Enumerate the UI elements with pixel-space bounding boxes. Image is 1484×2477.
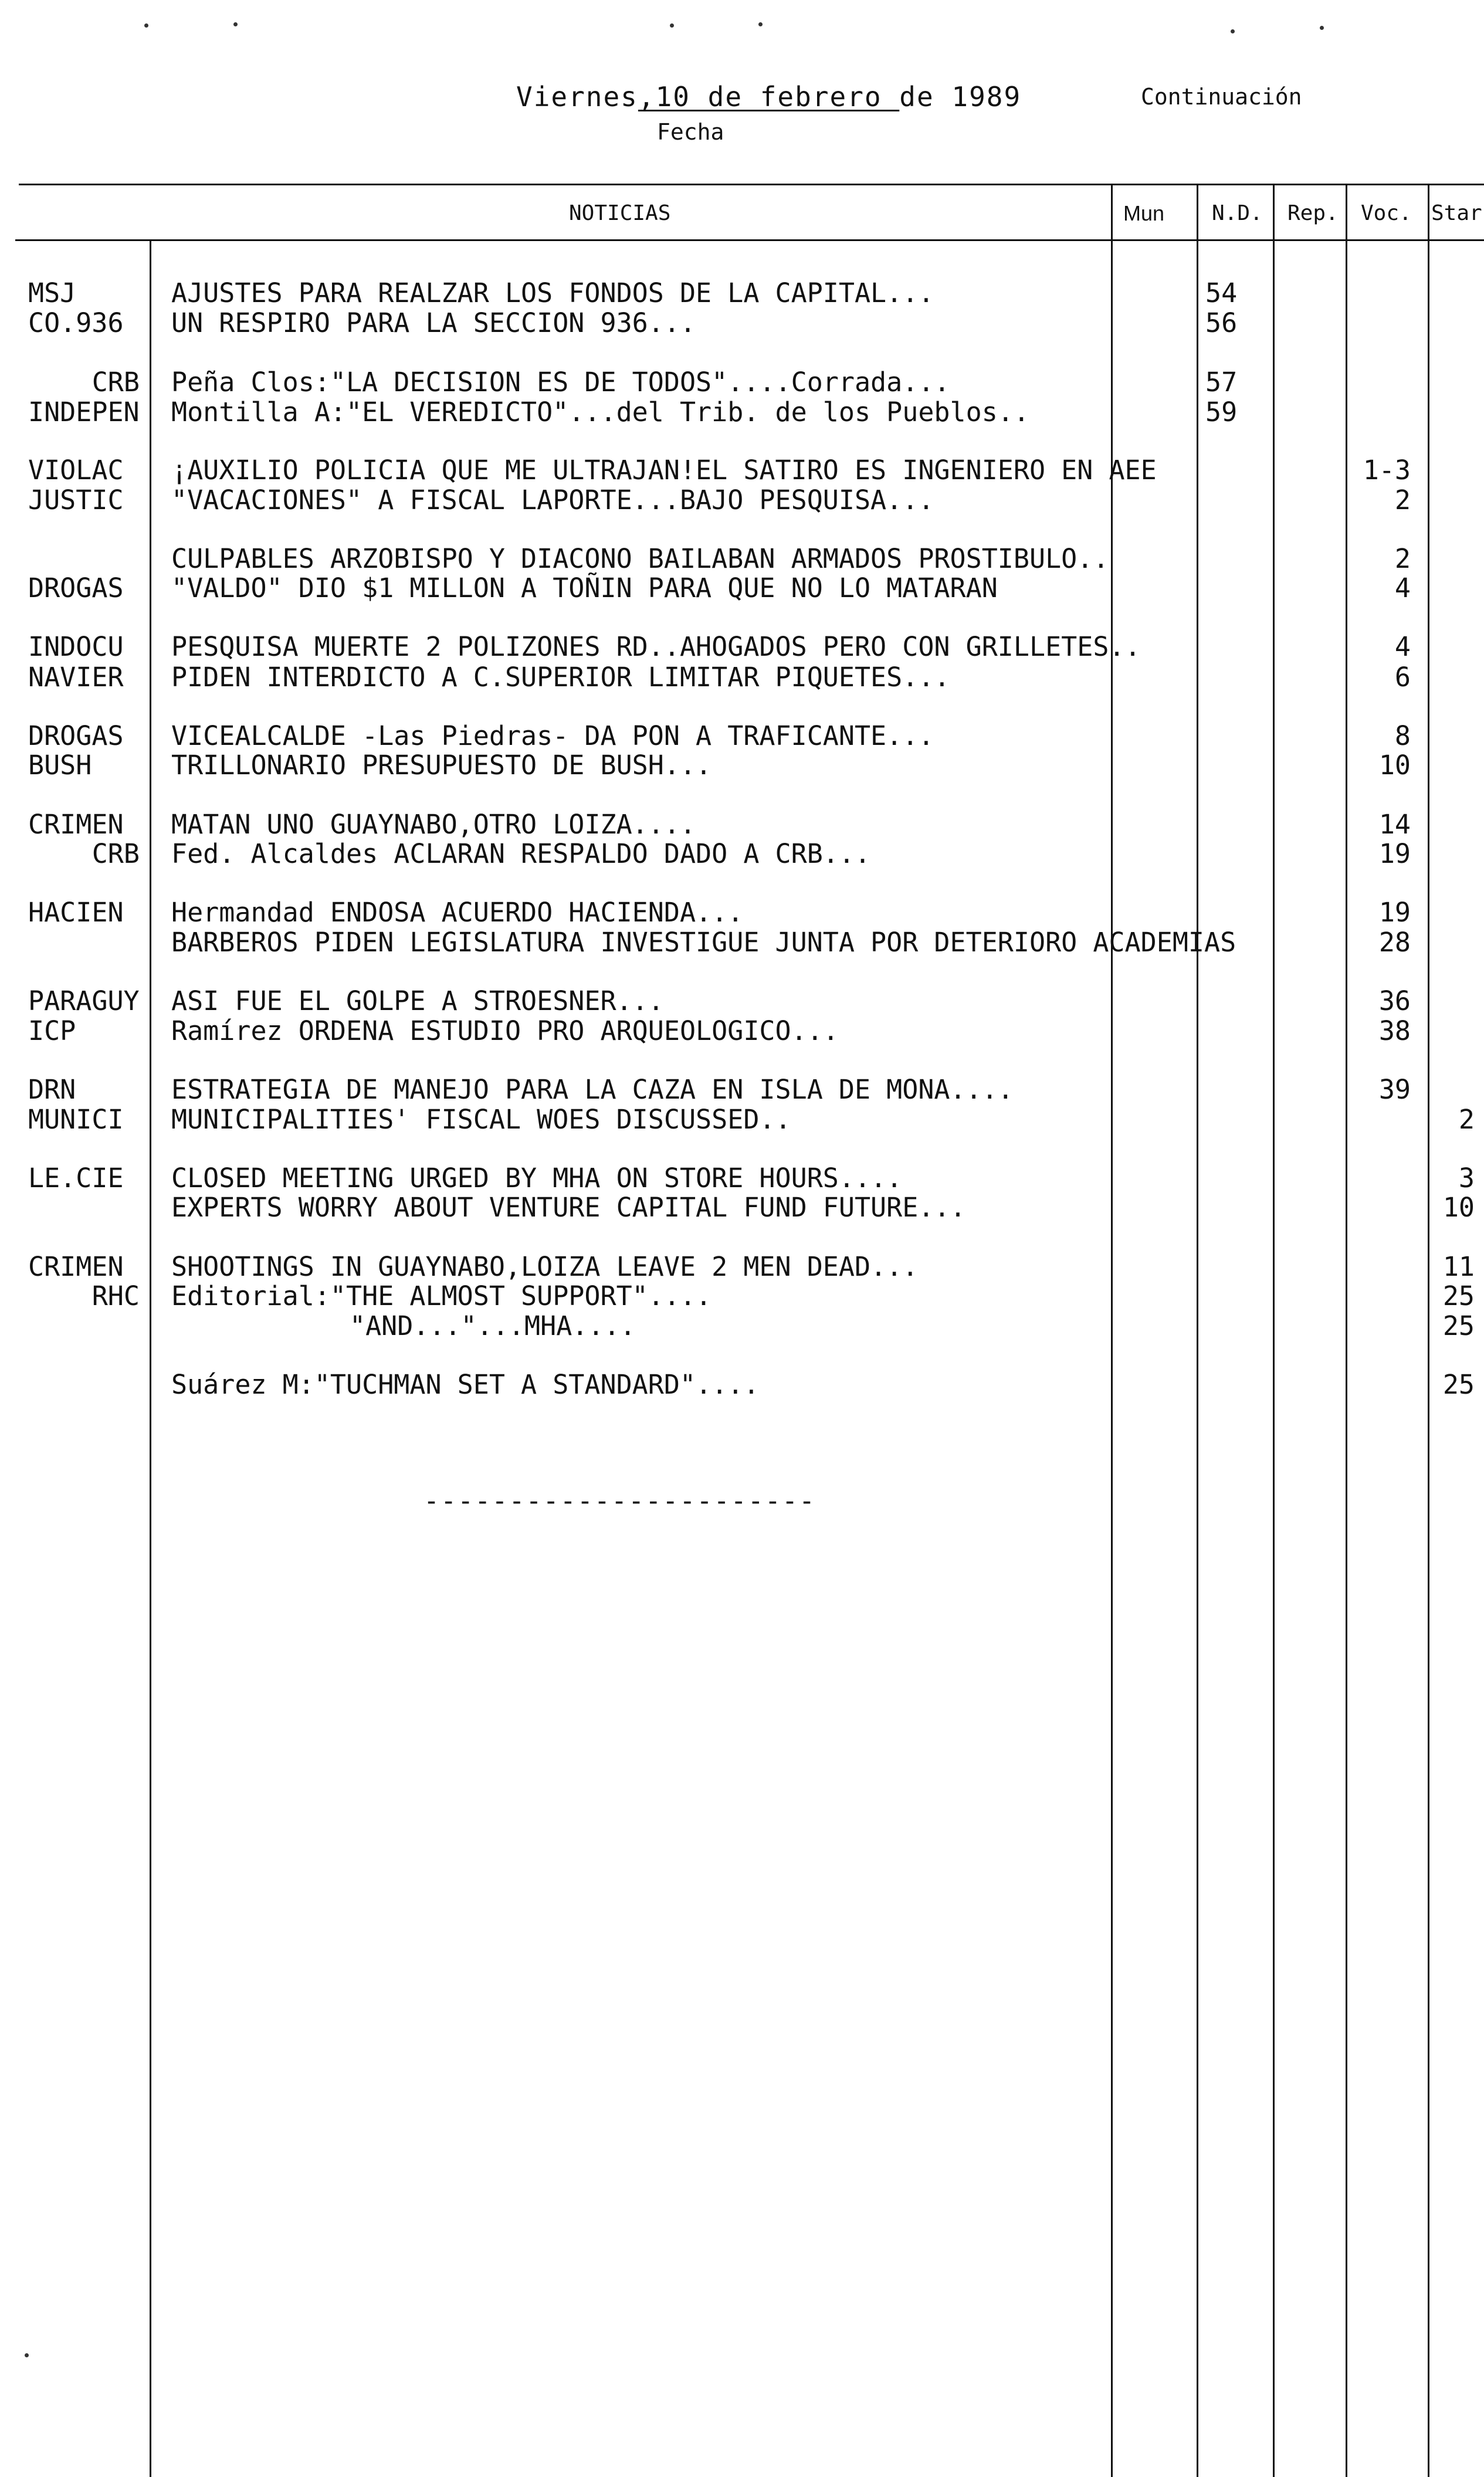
scan-speck — [25, 2353, 29, 2357]
section-code: DROGAS — [28, 572, 124, 604]
section-code: DROGAS — [28, 720, 124, 751]
section-code: LE.CIE — [28, 1163, 124, 1194]
section-code: CRB — [92, 367, 140, 398]
headline: Editorial:"THE ALMOST SUPPORT".... — [171, 1280, 712, 1312]
table-row — [0, 663, 1484, 692]
date-label: Fecha — [657, 119, 724, 145]
voc-page: 10 — [1378, 750, 1411, 781]
table-row — [0, 898, 1484, 927]
voc-page: 39 — [1378, 1074, 1411, 1105]
table-row — [0, 810, 1484, 839]
nd-page: 57 — [1205, 367, 1238, 398]
headline: CULPABLES ARZOBISPO Y DIACONO BAILABAN ARMADOS PROSTIBULO.. — [171, 543, 1109, 574]
voc-page: 36 — [1378, 985, 1411, 1016]
table-row — [0, 486, 1484, 515]
scan-speck — [758, 22, 763, 26]
table-row — [0, 1075, 1484, 1104]
table-header-rule — [15, 239, 1484, 241]
headline: SHOOTINGS IN GUAYNABO,LOIZA LEAVE 2 MEN DEAD... — [171, 1251, 919, 1282]
voc-page: 28 — [1378, 927, 1411, 958]
section-code: BUSH — [28, 750, 92, 781]
table-row — [0, 456, 1484, 485]
scan-speck — [1231, 29, 1235, 33]
headline: TRILLONARIO PRESUPUESTO DE BUSH... — [171, 750, 712, 781]
section-code: MSJ — [28, 277, 76, 309]
star-page: 25 — [1442, 1310, 1475, 1341]
headline: "VACACIONES" A FISCAL LAPORTE...BAJO PESQUISA... — [171, 484, 934, 516]
voc-page: 4 — [1394, 631, 1411, 662]
voc-page: 2 — [1394, 543, 1411, 574]
section-code: PARAGUY — [28, 985, 140, 1016]
section-code: CO.936 — [28, 307, 124, 338]
header-noticias: NOTICIAS — [569, 201, 671, 225]
header-star: Star — [1431, 201, 1482, 225]
section-code: VIOLAC — [28, 455, 124, 486]
continuation-label: Continuación — [1141, 84, 1302, 110]
headline: ASI FUE EL GOLPE A STROESNER... — [171, 985, 664, 1016]
table-top-rule — [19, 184, 1484, 185]
star-page: 2 — [1458, 1104, 1475, 1135]
table-row — [0, 928, 1484, 957]
table-row — [0, 1282, 1484, 1311]
section-code: CRIMEN — [28, 809, 124, 840]
table-row — [0, 1105, 1484, 1134]
nd-page: 56 — [1205, 307, 1238, 338]
headline: VICEALCALDE -Las Piedras- DA PON A TRAFICANTE... — [171, 720, 934, 751]
header-voc: Voc. — [1361, 201, 1412, 225]
voc-page: 1-3 — [1363, 455, 1411, 486]
table-row — [0, 574, 1484, 603]
star-page: 25 — [1442, 1369, 1475, 1400]
section-code: RHC — [92, 1280, 140, 1312]
table-row — [0, 632, 1484, 662]
voc-page: 14 — [1378, 809, 1411, 840]
section-code: ICP — [28, 1015, 76, 1046]
section-code: NAVIER — [28, 662, 124, 693]
headline: Peña Clos:"LA DECISION ES DE TODOS"....Corrada... — [171, 367, 950, 398]
table-row — [0, 368, 1484, 397]
scan-speck — [144, 23, 148, 28]
table-row — [0, 1252, 1484, 1282]
scan-speck — [1320, 26, 1324, 30]
table-row — [0, 1312, 1484, 1341]
headline: ESTRATEGIA DE MANEJO PARA LA CAZA EN ISLA DE MONA.... — [171, 1074, 1014, 1105]
table-row — [0, 1164, 1484, 1193]
headline: AJUSTES PARA REALZAR LOS FONDOS DE LA CAPITAL... — [171, 277, 934, 309]
headline: "VALDO" DIO $1 MILLON A TOÑIN PARA QUE NO LO MATARAN — [171, 572, 998, 604]
end-separator: ----------------------- — [423, 1485, 816, 1516]
table-row — [0, 721, 1484, 751]
star-page: 10 — [1442, 1192, 1475, 1223]
table-row — [0, 398, 1484, 427]
headline: Ramírez ORDENA ESTUDIO PRO ARQUEOLOGICO... — [171, 1015, 839, 1046]
header-rep: Rep. — [1288, 201, 1339, 225]
headline: BARBEROS PIDEN LEGISLATURA INVESTIGUE JUNTA POR DETERIORO ACADEMIAS — [171, 927, 1236, 958]
headline: PESQUISA MUERTE 2 POLIZONES RD..AHOGADOS PERO CON GRILLETES.. — [171, 631, 1141, 662]
nd-page: 54 — [1205, 277, 1238, 309]
table-row — [0, 751, 1484, 780]
headline: UN RESPIRO PARA LA SECCION 936... — [171, 307, 696, 338]
headline: Hermandad ENDOSA ACUERDO HACIENDA... — [171, 897, 744, 928]
date-line — [516, 81, 1021, 113]
headline: ¡AUXILIO POLICIA QUE ME ULTRAJAN!EL SATIRO ES INGENIERO EN AEE — [171, 455, 1157, 486]
section-code: DRN — [28, 1074, 76, 1105]
star-page: 3 — [1458, 1163, 1475, 1194]
header-nd: N.D. — [1212, 201, 1263, 225]
header-mun: Mun — [1123, 201, 1165, 225]
headline: Fed. Alcaldes ACLARAN RESPALDO DADO A CRB... — [171, 838, 871, 869]
section-code: INDOCU — [28, 631, 124, 662]
table-row — [0, 309, 1484, 338]
section-code: JUSTIC — [28, 484, 124, 516]
headline: Suárez M:"TUCHMAN SET A STANDARD".... — [171, 1369, 760, 1400]
date-weekday: Viernes — [516, 81, 638, 113]
section-code: CRIMEN — [28, 1251, 124, 1282]
table-row — [0, 839, 1484, 869]
table-row — [0, 1016, 1484, 1046]
voc-page: 19 — [1378, 897, 1411, 928]
headline: "AND..."...MHA.... — [350, 1310, 636, 1341]
section-code: MUNICI — [28, 1104, 124, 1135]
headline: Montilla A:"EL VEREDICTO"...del Trib. de los Pueblos.. — [171, 397, 1029, 428]
table-row — [0, 544, 1484, 574]
table-row — [0, 1370, 1484, 1400]
scan-speck — [233, 22, 238, 26]
headline: PIDEN INTERDICTO A C.SUPERIOR LIMITAR PIQUETES... — [171, 662, 950, 693]
headline: MATAN UNO GUAYNABO,OTRO LOIZA.... — [171, 809, 696, 840]
section-code: HACIEN — [28, 897, 124, 928]
voc-page: 8 — [1394, 720, 1411, 751]
voc-page: 19 — [1378, 838, 1411, 869]
headline: CLOSED MEETING URGED BY MHA ON STORE HOURS.... — [171, 1163, 903, 1194]
star-page: 25 — [1442, 1280, 1475, 1312]
date-day-month: ,10 de febrero — [638, 81, 900, 113]
headline: MUNICIPALITIES' FISCAL WOES DISCUSSED.. — [171, 1104, 791, 1135]
table-row — [0, 1193, 1484, 1222]
nd-page: 59 — [1205, 397, 1238, 428]
voc-page: 4 — [1394, 572, 1411, 604]
voc-page: 2 — [1394, 484, 1411, 516]
table-row — [0, 987, 1484, 1016]
section-code: INDEPEN — [28, 397, 140, 428]
table-row — [0, 279, 1484, 308]
section-code: CRB — [92, 838, 140, 869]
star-page: 11 — [1442, 1251, 1475, 1282]
voc-page: 38 — [1378, 1015, 1411, 1046]
scan-speck — [670, 23, 674, 28]
date-year: de 1989 — [899, 81, 1022, 113]
headline: EXPERTS WORRY ABOUT VENTURE CAPITAL FUND FUTURE... — [171, 1192, 966, 1223]
voc-page: 6 — [1394, 662, 1411, 693]
